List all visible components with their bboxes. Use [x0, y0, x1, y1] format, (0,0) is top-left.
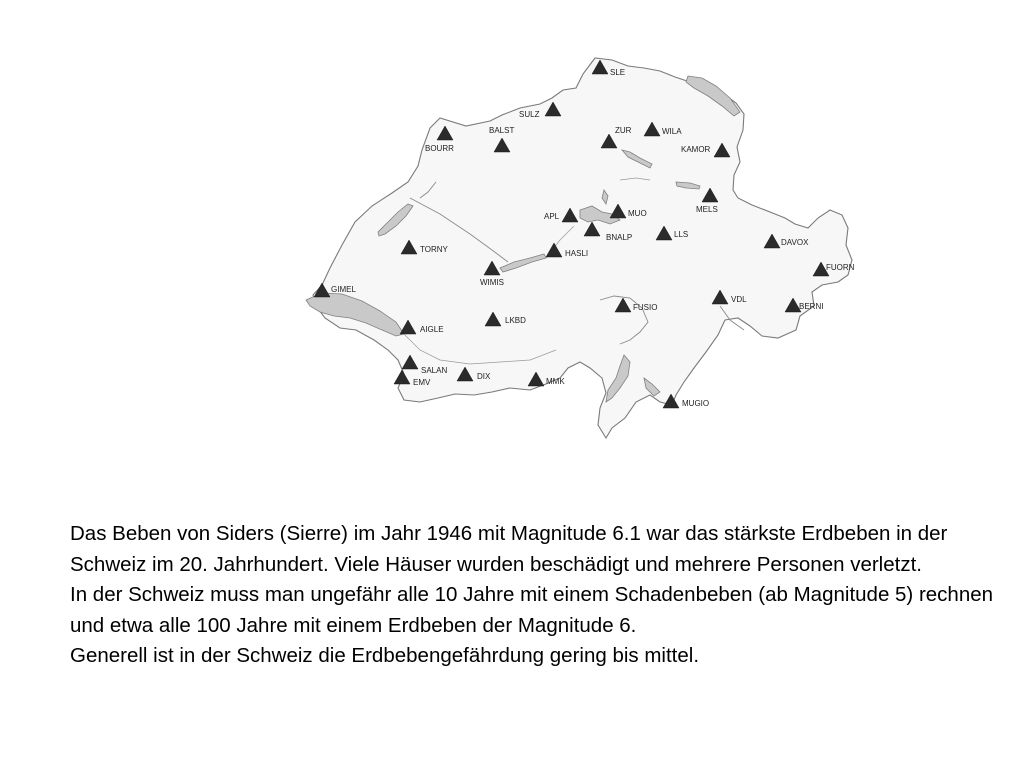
station-label: FUORN: [826, 263, 855, 272]
station-label: VDL: [731, 295, 747, 304]
caption-paragraph: Generell ist in der Schweiz die Erdbebengefährdung gering bis mittel.: [70, 644, 700, 667]
station-label: SALAN: [421, 366, 448, 375]
station-label: AIGLE: [420, 325, 444, 334]
station-label: MUO: [628, 209, 647, 218]
station-label: ZUR: [615, 126, 632, 135]
station-label: DIX: [477, 372, 491, 381]
station-label: BNALP: [606, 233, 633, 242]
caption-text: [70, 519, 1000, 672]
caption-paragraph: Das Beben von Siders (Sierre) im Jahr 1946 mit Magnitude 6.1 war das stärkste Erdbeben in der Schweiz im 20. Jahrhundert. Viele Häuser wurden beschädigt und mehrere Personen verletzt.: [70, 522, 948, 576]
station-label: MMK: [546, 377, 565, 386]
station-label: WIMIS: [480, 278, 504, 287]
station-label: FUSIO: [633, 303, 658, 312]
station-mugio: [663, 394, 709, 408]
station-label: LLS: [674, 230, 689, 239]
station-label: APL: [544, 212, 560, 221]
station-label: GIMEL: [331, 285, 356, 294]
station-label: MELS: [696, 205, 718, 214]
caption-paragraph: In der Schweiz muss man ungefähr alle 10 Jahre mit einem Schadenbeben (ab Magnitude 5) rechnen und etwa alle 100 Jahre mit einem Erdbeben der Magnitude 6.: [70, 583, 994, 637]
station-label: BALST: [489, 126, 515, 135]
station-label: KAMOR: [681, 145, 711, 154]
station-label: MUGIO: [682, 399, 710, 408]
station-label: SLE: [610, 68, 626, 77]
station-label: BERNI: [799, 302, 824, 311]
station-label: SULZ: [519, 110, 540, 119]
station-label: BOURR: [425, 144, 454, 153]
station-label: HASLI: [565, 249, 589, 258]
station-label: DAVOX: [781, 238, 809, 247]
station-label: TORNY: [420, 245, 448, 254]
station-label: WILA: [662, 127, 682, 136]
station-label: LKBD: [505, 316, 526, 325]
station-label: EMV: [413, 378, 431, 387]
